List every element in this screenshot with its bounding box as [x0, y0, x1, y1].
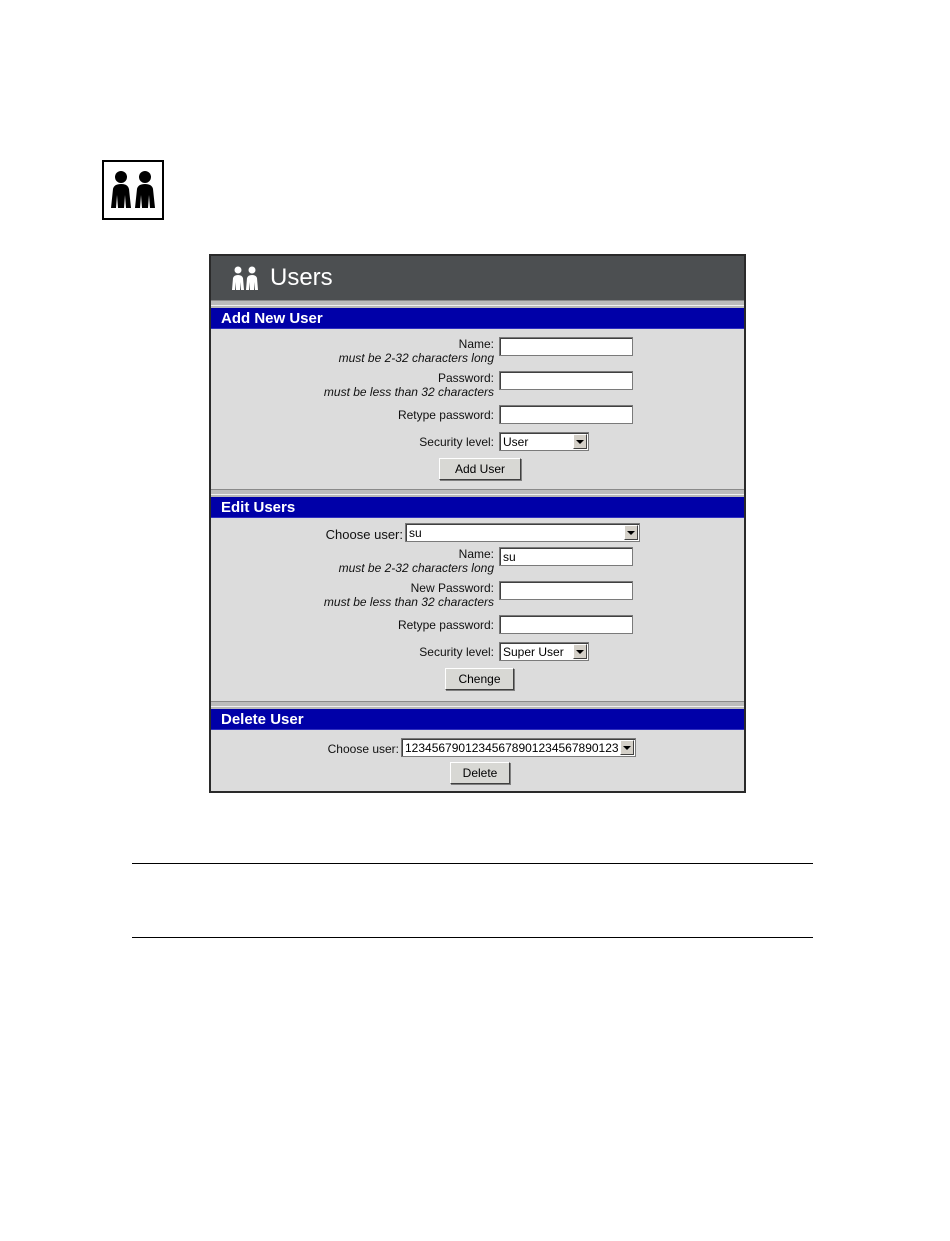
delete-user-button[interactable]: Delete [450, 762, 510, 784]
add-security-value: User [503, 435, 529, 449]
delete-choose-label: Choose user: [327, 742, 399, 756]
add-retype-input[interactable] [499, 405, 633, 424]
add-password-label: Password: [437, 371, 494, 385]
add-password-hint: must be less than 32 characters [323, 385, 494, 399]
add-name-label-group [339, 337, 494, 365]
edit-security-value: Super User [503, 645, 564, 659]
add-user-button[interactable]: Add User [439, 458, 521, 480]
edit-choose-user-select[interactable] [405, 523, 640, 542]
delete-choose-user-select[interactable] [401, 738, 636, 757]
edit-security-select[interactable] [499, 642, 589, 661]
divider [132, 937, 813, 938]
add-user-section [211, 329, 744, 489]
edit-name-input[interactable]: su [499, 547, 633, 566]
delete-choose-value: 12345679012345678901234567890123 [405, 741, 619, 755]
edit-choose-label: Choose user: [325, 527, 403, 542]
add-name-hint: must be 2-32 characters long [338, 351, 494, 365]
edit-name-label: Name: [458, 547, 494, 561]
edit-retype-label: Retype password: [397, 618, 494, 632]
edit-users-section [211, 518, 744, 701]
edit-retype-input[interactable] [499, 615, 633, 634]
edit-name-label-group [339, 547, 494, 575]
change-user-button[interactable]: Chenge [445, 668, 514, 690]
add-password-label-group [324, 371, 494, 399]
chevron-down-icon[interactable] [620, 740, 634, 755]
add-name-input[interactable] [499, 337, 633, 356]
panel-title: Users [270, 264, 333, 291]
chevron-down-icon[interactable] [573, 644, 587, 659]
edit-name-hint: must be 2-32 characters long [338, 561, 494, 575]
delete-user-section-title: Delete User [211, 707, 744, 730]
divider [132, 863, 813, 864]
add-name-label: Name: [458, 337, 494, 351]
edit-password-label-group [324, 581, 494, 609]
edit-users-section-title: Edit Users [211, 495, 744, 518]
edit-password-input[interactable] [499, 581, 633, 600]
users-panel [209, 254, 746, 793]
chevron-down-icon[interactable] [573, 434, 587, 449]
chevron-down-icon[interactable] [624, 525, 638, 540]
panel-header [211, 256, 744, 300]
edit-choose-value: su [409, 526, 422, 540]
users-icon [102, 160, 164, 220]
add-security-select[interactable] [499, 432, 589, 451]
add-retype-label: Retype password: [397, 408, 494, 422]
add-user-section-title: Add New User [211, 306, 744, 329]
edit-password-label: New Password: [410, 581, 494, 595]
edit-security-label: Security level: [419, 645, 494, 659]
users-icon [229, 265, 261, 291]
delete-user-section [211, 730, 744, 790]
add-security-label: Security level: [419, 435, 494, 449]
add-password-input[interactable] [499, 371, 633, 390]
edit-password-hint: must be less than 32 characters [323, 595, 494, 609]
